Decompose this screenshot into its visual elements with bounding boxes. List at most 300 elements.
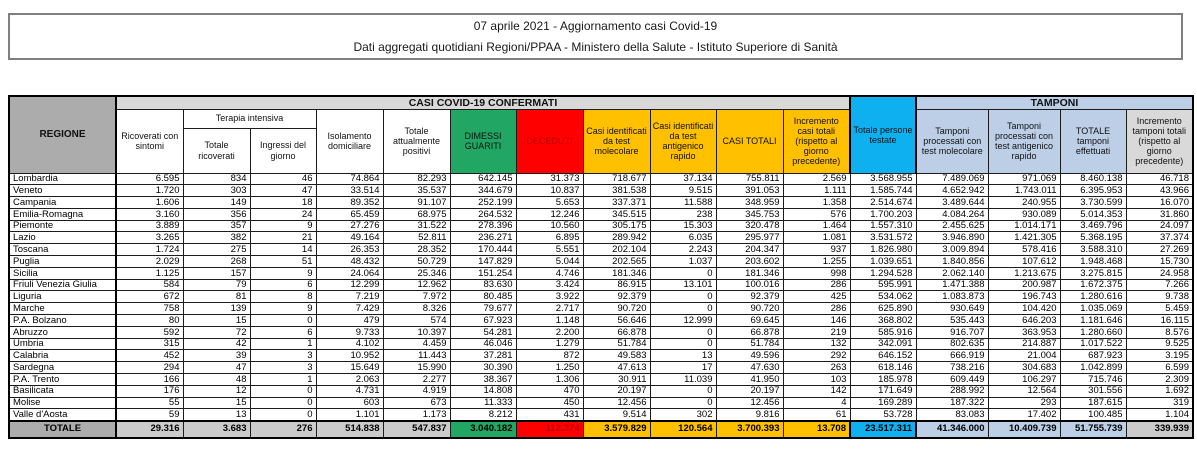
cell-terapia_intensiva_totale: 303 (183, 185, 250, 197)
cell-incremento_casi_totali: 286 (783, 303, 850, 315)
cell-terapia_intensiva_totale: 356 (183, 208, 250, 220)
cell-dimessi_guariti: 37.281 (450, 350, 516, 362)
totale-cell-terapia_intensiva_totale: 3.683 (183, 421, 250, 438)
cell-ricoverati_con_sintomi: 1.125 (116, 267, 183, 279)
cell-incremento_tamponi_totali: 3.195 (1126, 350, 1193, 362)
region-name: Lombardia (9, 173, 116, 185)
cell-tamponi_test_molecolare: 535.443 (916, 315, 988, 327)
region-name: Valle d'Aosta (9, 409, 116, 421)
cell-isolamento_domiciliare: 9.733 (316, 326, 383, 338)
cell-totale_tamponi_effettuati: 1.181.646 (1060, 315, 1126, 327)
cell-casi_test_antigenico: 6.035 (650, 232, 716, 244)
totale-cell-totale_attualmente_positivi: 547.837 (383, 421, 450, 438)
cell-totale_attualmente_positivi: 673 (383, 397, 450, 409)
cell-tamponi_test_antigenico: 293 (988, 397, 1060, 409)
cell-deceduti: 1.250 (516, 362, 583, 374)
cell-terapia_intensiva_totale: 72 (183, 326, 250, 338)
cell-dimessi_guariti: 14.808 (450, 385, 516, 397)
cell-dimessi_guariti: 147.829 (450, 256, 516, 268)
cell-casi_totali: 41.950 (716, 374, 783, 386)
cell-ricoverati_con_sintomi: 452 (116, 350, 183, 362)
cell-terapia_intensiva_ingressi: 3 (250, 350, 316, 362)
cell-casi_totali: 181.346 (716, 267, 783, 279)
cell-tamponi_test_molecolare: 666.919 (916, 350, 988, 362)
cell-isolamento_domiciliare: 4.731 (316, 385, 383, 397)
cell-incremento_casi_totali: 61 (783, 409, 850, 421)
cell-deceduti: 1.279 (516, 338, 583, 350)
cell-terapia_intensiva_totale: 357 (183, 220, 250, 232)
cell-incremento_tamponi_totali: 6.599 (1126, 362, 1193, 374)
region-name: Lazio (9, 232, 116, 244)
cell-casi_test_molecolare: 86.915 (583, 279, 650, 291)
cell-dimessi_guariti: 264.532 (450, 208, 516, 220)
cell-totale_tamponi_effettuati: 8.460.138 (1060, 173, 1126, 185)
cell-tamponi_test_molecolare: 2.455.625 (916, 220, 988, 232)
cell-deceduti: 3.922 (516, 291, 583, 303)
cell-tamponi_test_antigenico: 21.004 (988, 350, 1060, 362)
cell-casi_totali: 20.197 (716, 385, 783, 397)
totale-row (9, 421, 1193, 438)
cell-totale_attualmente_positivi: 2.277 (383, 374, 450, 386)
cell-deceduti: 872 (516, 350, 583, 362)
cell-totale_persone_testate: 3.568.955 (850, 173, 916, 185)
region-name: Friuli Venezia Giulia (9, 279, 116, 291)
cell-tamponi_test_antigenico: 1.213.675 (988, 267, 1060, 279)
cell-terapia_intensiva_totale: 834 (183, 173, 250, 185)
cell-casi_test_molecolare: 92.379 (583, 291, 650, 303)
cell-casi_test_antigenico: 2.243 (650, 244, 716, 256)
totale-label: TOTALE (9, 421, 116, 438)
region-name: Campania (9, 197, 116, 209)
cell-incremento_casi_totali: 103 (783, 374, 850, 386)
cell-totale_attualmente_positivi: 28.352 (383, 244, 450, 256)
cell-casi_test_molecolare: 20.197 (583, 385, 650, 397)
cell-isolamento_domiciliare: 603 (316, 397, 383, 409)
header-ricoverati-con-sintomi: Ricoverati con sintomi (116, 109, 183, 173)
cell-incremento_tamponi_totali: 24.097 (1126, 220, 1193, 232)
cell-tamponi_test_antigenico: 578.416 (988, 244, 1060, 256)
cell-tamponi_test_molecolare: 1.840.856 (916, 256, 988, 268)
cell-isolamento_domiciliare: 479 (316, 315, 383, 327)
cell-totale_attualmente_positivi: 12.962 (383, 279, 450, 291)
cell-isolamento_domiciliare: 27.276 (316, 220, 383, 232)
cell-casi_totali: 92.379 (716, 291, 783, 303)
cell-casi_test_antigenico: 9.515 (650, 185, 716, 197)
cell-isolamento_domiciliare: 4.102 (316, 338, 383, 350)
cell-ricoverati_con_sintomi: 315 (116, 338, 183, 350)
cell-incremento_casi_totali: 1.081 (783, 232, 850, 244)
cell-totale_attualmente_positivi: 35.537 (383, 185, 450, 197)
cell-isolamento_domiciliare: 15.649 (316, 362, 383, 374)
cell-dimessi_guariti: 80.485 (450, 291, 516, 303)
cell-ricoverati_con_sintomi: 584 (116, 279, 183, 291)
cell-totale_persone_testate: 1.294.528 (850, 267, 916, 279)
cell-incremento_casi_totali: 1.358 (783, 197, 850, 209)
cell-dimessi_guariti: 151.254 (450, 267, 516, 279)
cell-tamponi_test_molecolare: 738.216 (916, 362, 988, 374)
cell-casi_test_molecolare: 49.583 (583, 350, 650, 362)
table-row (9, 397, 1193, 409)
cell-totale_tamponi_effettuati: 3.730.599 (1060, 197, 1126, 209)
cell-dimessi_guariti: 278.396 (450, 220, 516, 232)
cell-casi_test_antigenico: 11.039 (650, 374, 716, 386)
header-persone-testate: Totale persone testate (850, 96, 916, 173)
cell-tamponi_test_antigenico: 214.887 (988, 338, 1060, 350)
cell-casi_test_antigenico: 302 (650, 409, 716, 421)
cell-dimessi_guariti: 79.677 (450, 303, 516, 315)
cell-isolamento_domiciliare: 65.459 (316, 208, 383, 220)
cell-totale_tamponi_effettuati: 1.948.468 (1060, 256, 1126, 268)
table-row (9, 173, 1193, 185)
cell-ricoverati_con_sintomi: 176 (116, 385, 183, 397)
region-name: Sicilia (9, 267, 116, 279)
cell-tamponi_test_molecolare: 916.707 (916, 326, 988, 338)
cell-totale_tamponi_effettuati: 5.368.195 (1060, 232, 1126, 244)
cell-totale_tamponi_effettuati: 1.017.522 (1060, 338, 1126, 350)
cell-deceduti: 1.306 (516, 374, 583, 386)
header-incremento-tamponi-totali: Incremento tamponi totali (rispetto al giorno precedente) (1126, 109, 1193, 173)
table-row (9, 315, 1193, 327)
cell-terapia_intensiva_totale: 268 (183, 256, 250, 268)
cell-totale_persone_testate: 618.146 (850, 362, 916, 374)
table-row (9, 197, 1193, 209)
header-dimessi-guariti: DIMESSI GUARITI (450, 109, 516, 173)
cell-terapia_intensiva_ingressi: 47 (250, 185, 316, 197)
cell-terapia_intensiva_ingressi: 1 (250, 338, 316, 350)
cell-incremento_tamponi_totali: 9.525 (1126, 338, 1193, 350)
region-name: Calabria (9, 350, 116, 362)
header-ti-totale-ricoverati: Totale ricoverati (183, 128, 250, 173)
cell-totale_persone_testate: 1.557.310 (850, 220, 916, 232)
cell-terapia_intensiva_totale: 42 (183, 338, 250, 350)
table-row (9, 385, 1193, 397)
cell-incremento_casi_totali: 263 (783, 362, 850, 374)
cell-deceduti: 2.200 (516, 326, 583, 338)
cell-terapia_intensiva_ingressi: 6 (250, 279, 316, 291)
cell-incremento_tamponi_totali: 8.576 (1126, 326, 1193, 338)
cell-casi_totali: 51.784 (716, 338, 783, 350)
totale-cell-tamponi_test_molecolare: 41.346.000 (916, 421, 988, 438)
cell-tamponi_test_molecolare: 83.083 (916, 409, 988, 421)
cell-totale_persone_testate: 1.826.980 (850, 244, 916, 256)
cell-totale_persone_testate: 646.152 (850, 350, 916, 362)
cell-tamponi_test_antigenico: 17.402 (988, 409, 1060, 421)
cell-incremento_casi_totali: 286 (783, 279, 850, 291)
cell-tamponi_test_molecolare: 288.992 (916, 385, 988, 397)
totale-cell-dimessi_guariti: 3.040.182 (450, 421, 516, 438)
cell-isolamento_domiciliare: 2.063 (316, 374, 383, 386)
cell-deceduti: 31.373 (516, 173, 583, 185)
cell-casi_totali: 100.016 (716, 279, 783, 291)
cell-totale_persone_testate: 185.978 (850, 374, 916, 386)
cell-isolamento_domiciliare: 1.101 (316, 409, 383, 421)
cell-casi_test_molecolare: 30.911 (583, 374, 650, 386)
cell-ricoverati_con_sintomi: 3.265 (116, 232, 183, 244)
header-terapia-intensiva: Terapia intensiva (183, 109, 316, 128)
cell-terapia_intensiva_ingressi: 14 (250, 244, 316, 256)
cell-tamponi_test_molecolare: 3.946.890 (916, 232, 988, 244)
cell-casi_test_molecolare: 305.175 (583, 220, 650, 232)
header-casi-test-molecolare: Casi identificati da test molecolare (583, 109, 650, 173)
cell-casi_test_molecolare: 51.784 (583, 338, 650, 350)
cell-casi_totali: 66.878 (716, 326, 783, 338)
cell-terapia_intensiva_ingressi: 9 (250, 220, 316, 232)
cell-totale_tamponi_effettuati: 687.923 (1060, 350, 1126, 362)
cell-isolamento_domiciliare: 48.432 (316, 256, 383, 268)
cell-terapia_intensiva_totale: 275 (183, 244, 250, 256)
cell-casi_test_antigenico: 12.999 (650, 315, 716, 327)
cell-casi_test_molecolare: 47.613 (583, 362, 650, 374)
cell-casi_test_molecolare: 289.942 (583, 232, 650, 244)
cell-deceduti: 5.653 (516, 197, 583, 209)
cell-casi_test_molecolare: 66.878 (583, 326, 650, 338)
cell-casi_test_antigenico: 0 (650, 397, 716, 409)
cell-casi_totali: 47.630 (716, 362, 783, 374)
cell-casi_test_antigenico: 238 (650, 208, 716, 220)
cell-totale_tamponi_effettuati: 715.746 (1060, 374, 1126, 386)
table-row (9, 291, 1193, 303)
table-row (9, 256, 1193, 268)
cell-tamponi_test_molecolare: 609.449 (916, 374, 988, 386)
cell-terapia_intensiva_ingressi: 8 (250, 291, 316, 303)
cell-deceduti: 6.895 (516, 232, 583, 244)
cell-tamponi_test_antigenico: 930.089 (988, 208, 1060, 220)
cell-tamponi_test_molecolare: 4.652.942 (916, 185, 988, 197)
cell-tamponi_test_molecolare: 1.471.388 (916, 279, 988, 291)
cell-casi_test_molecolare: 337.371 (583, 197, 650, 209)
totale-cell-deceduti: 112.374 (516, 421, 583, 438)
region-name: Basilicata (9, 385, 116, 397)
cell-dimessi_guariti: 46.046 (450, 338, 516, 350)
cell-dimessi_guariti: 236.271 (450, 232, 516, 244)
cell-casi_test_antigenico: 1.037 (650, 256, 716, 268)
cell-ricoverati_con_sintomi: 166 (116, 374, 183, 386)
cell-terapia_intensiva_ingressi: 3 (250, 362, 316, 374)
cell-casi_totali: 755.811 (716, 173, 783, 185)
title-box (8, 13, 1183, 60)
cell-ricoverati_con_sintomi: 1.606 (116, 197, 183, 209)
table-row (9, 279, 1193, 291)
cell-casi_test_antigenico: 0 (650, 291, 716, 303)
cell-incremento_tamponi_totali: 15.730 (1126, 256, 1193, 268)
cell-casi_test_molecolare: 345.515 (583, 208, 650, 220)
cell-incremento_casi_totali: 998 (783, 267, 850, 279)
cell-totale_tamponi_effettuati: 6.395.953 (1060, 185, 1126, 197)
cell-tamponi_test_antigenico: 106.297 (988, 374, 1060, 386)
cell-incremento_tamponi_totali: 9.738 (1126, 291, 1193, 303)
cell-dimessi_guariti: 344.679 (450, 185, 516, 197)
cell-deceduti: 4.746 (516, 267, 583, 279)
table-body (9, 173, 1193, 438)
totale-cell-totale_tamponi_effettuati: 51.755.739 (1060, 421, 1126, 438)
cell-tamponi_test_antigenico: 304.683 (988, 362, 1060, 374)
cell-ricoverati_con_sintomi: 80 (116, 315, 183, 327)
cell-casi_totali: 345.753 (716, 208, 783, 220)
cell-totale_tamponi_effettuati: 301.556 (1060, 385, 1126, 397)
header-tamponi-test-antigenico: Tamponi processati con test antigenico rapido (988, 109, 1060, 173)
cell-incremento_casi_totali: 146 (783, 315, 850, 327)
region-name: P.A. Bolzano (9, 315, 116, 327)
cell-totale_persone_testate: 2.514.674 (850, 197, 916, 209)
cell-casi_test_molecolare: 9.514 (583, 409, 650, 421)
cell-tamponi_test_antigenico: 107.612 (988, 256, 1060, 268)
cell-incremento_tamponi_totali: 2.309 (1126, 374, 1193, 386)
cell-isolamento_domiciliare: 10.952 (316, 350, 383, 362)
cell-casi_test_antigenico: 0 (650, 267, 716, 279)
header-deceduti: DECEDUTI (516, 109, 583, 173)
cell-casi_test_molecolare: 718.677 (583, 173, 650, 185)
totale-cell-terapia_intensiva_ingressi: 276 (250, 421, 316, 438)
cell-casi_test_antigenico: 0 (650, 303, 716, 315)
totale-cell-incremento_tamponi_totali: 339.939 (1126, 421, 1193, 438)
cell-totale_attualmente_positivi: 574 (383, 315, 450, 327)
cell-casi_test_antigenico: 13 (650, 350, 716, 362)
cell-casi_test_antigenico: 17 (650, 362, 716, 374)
cell-incremento_tamponi_totali: 27.269 (1126, 244, 1193, 256)
cell-totale_persone_testate: 585.916 (850, 326, 916, 338)
cell-totale_persone_testate: 3.531.572 (850, 232, 916, 244)
header-casi-test-antigenico: Casi identificati da test antigenico rapido (650, 109, 716, 173)
region-name: Toscana (9, 244, 116, 256)
table-row (9, 220, 1193, 232)
table-row (9, 303, 1193, 315)
cell-terapia_intensiva_totale: 48 (183, 374, 250, 386)
cell-casi_totali: 348.959 (716, 197, 783, 209)
cell-ricoverati_con_sintomi: 758 (116, 303, 183, 315)
table-row (9, 338, 1193, 350)
cell-totale_attualmente_positivi: 8.326 (383, 303, 450, 315)
cell-totale_tamponi_effettuati: 5.014.353 (1060, 208, 1126, 220)
cell-totale_attualmente_positivi: 4.459 (383, 338, 450, 350)
cell-deceduti: 3.424 (516, 279, 583, 291)
table-row (9, 244, 1193, 256)
cell-casi_totali: 9.816 (716, 409, 783, 421)
cell-casi_totali: 90.720 (716, 303, 783, 315)
header-totale-tamponi-effettuati: TOTALE tamponi effettuati (1060, 109, 1126, 173)
cell-casi_test_antigenico: 0 (650, 338, 716, 350)
cell-incremento_tamponi_totali: 319 (1126, 397, 1193, 409)
header-group-tamponi: TAMPONI (916, 96, 1193, 109)
region-name: Marche (9, 303, 116, 315)
cell-totale_attualmente_positivi: 25.346 (383, 267, 450, 279)
cell-tamponi_test_antigenico: 196.743 (988, 291, 1060, 303)
cell-terapia_intensiva_ingressi: 9 (250, 267, 316, 279)
region-name: Molise (9, 397, 116, 409)
table-row (9, 374, 1193, 386)
cell-ricoverati_con_sintomi: 1.720 (116, 185, 183, 197)
cell-deceduti: 431 (516, 409, 583, 421)
table-row (9, 232, 1193, 244)
cell-terapia_intensiva_ingressi: 0 (250, 409, 316, 421)
cell-isolamento_domiciliare: 7.429 (316, 303, 383, 315)
cell-totale_attualmente_positivi: 52.811 (383, 232, 450, 244)
header-totale-attualmente-positivi: Totale attualmente positivi (383, 109, 450, 173)
table-row (9, 326, 1193, 338)
cell-totale_tamponi_effettuati: 1.042.899 (1060, 362, 1126, 374)
table-row (9, 362, 1193, 374)
cell-tamponi_test_antigenico: 646.203 (988, 315, 1060, 327)
cell-terapia_intensiva_ingressi: 0 (250, 397, 316, 409)
cell-totale_persone_testate: 171.649 (850, 385, 916, 397)
cell-ricoverati_con_sintomi: 1.724 (116, 244, 183, 256)
cell-casi_test_molecolare: 90.720 (583, 303, 650, 315)
cell-tamponi_test_molecolare: 7.489.069 (916, 173, 988, 185)
cell-terapia_intensiva_ingressi: 0 (250, 315, 316, 327)
table-row (9, 409, 1193, 421)
cell-tamponi_test_antigenico: 200.987 (988, 279, 1060, 291)
cell-totale_attualmente_positivi: 11.443 (383, 350, 450, 362)
cell-dimessi_guariti: 170.444 (450, 244, 516, 256)
cell-terapia_intensiva_ingressi: 18 (250, 197, 316, 209)
cell-tamponi_test_antigenico: 104.420 (988, 303, 1060, 315)
header-casi-totali: CASI TOTALI (716, 109, 783, 173)
cell-ricoverati_con_sintomi: 6.595 (116, 173, 183, 185)
header-tamponi-test-molecolare: Tamponi processati con test molecolare (916, 109, 988, 173)
cell-ricoverati_con_sintomi: 592 (116, 326, 183, 338)
cell-totale_persone_testate: 368.802 (850, 315, 916, 327)
region-name: Liguria (9, 291, 116, 303)
cell-ricoverati_con_sintomi: 294 (116, 362, 183, 374)
cell-terapia_intensiva_totale: 81 (183, 291, 250, 303)
header-ti-ingressi-del-giorno: Ingressi del giorno (250, 128, 316, 173)
cell-isolamento_domiciliare: 7.219 (316, 291, 383, 303)
cell-isolamento_domiciliare: 49.164 (316, 232, 383, 244)
cell-incremento_casi_totali: 576 (783, 208, 850, 220)
cell-totale_persone_testate: 53.728 (850, 409, 916, 421)
cell-isolamento_domiciliare: 89.352 (316, 197, 383, 209)
cell-casi_test_molecolare: 202.565 (583, 256, 650, 268)
cell-tamponi_test_antigenico: 1.421.305 (988, 232, 1060, 244)
cell-terapia_intensiva_totale: 139 (183, 303, 250, 315)
cell-isolamento_domiciliare: 74.864 (316, 173, 383, 185)
cell-incremento_casi_totali: 292 (783, 350, 850, 362)
cell-deceduti: 470 (516, 385, 583, 397)
cell-terapia_intensiva_totale: 15 (183, 397, 250, 409)
cell-casi_totali: 12.456 (716, 397, 783, 409)
cell-totale_persone_testate: 1.700.203 (850, 208, 916, 220)
cell-totale_persone_testate: 595.991 (850, 279, 916, 291)
cell-casi_test_antigenico: 15.303 (650, 220, 716, 232)
cell-totale_persone_testate: 1.585.744 (850, 185, 916, 197)
cell-ricoverati_con_sintomi: 55 (116, 397, 183, 409)
cell-tamponi_test_molecolare: 4.084.264 (916, 208, 988, 220)
cell-terapia_intensiva_totale: 39 (183, 350, 250, 362)
cell-casi_test_antigenico: 37.134 (650, 173, 716, 185)
region-name: P.A. Trento (9, 374, 116, 386)
cell-totale_tamponi_effettuati: 3.275.815 (1060, 267, 1126, 279)
totale-cell-totale_persone_testate: 23.517.311 (850, 421, 916, 438)
cell-incremento_tamponi_totali: 5.459 (1126, 303, 1193, 315)
totale-cell-tamponi_test_antigenico: 10.409.739 (988, 421, 1060, 438)
cell-casi_totali: 203.602 (716, 256, 783, 268)
cell-terapia_intensiva_totale: 157 (183, 267, 250, 279)
cell-totale_attualmente_positivi: 4.919 (383, 385, 450, 397)
cell-incremento_casi_totali: 1.111 (783, 185, 850, 197)
cell-tamponi_test_molecolare: 1.083.873 (916, 291, 988, 303)
cell-incremento_tamponi_totali: 43.966 (1126, 185, 1193, 197)
region-name: Puglia (9, 256, 116, 268)
cell-incremento_tamponi_totali: 7.266 (1126, 279, 1193, 291)
cell-tamponi_test_antigenico: 363.953 (988, 326, 1060, 338)
cell-deceduti: 10.560 (516, 220, 583, 232)
table-row (9, 350, 1193, 362)
cell-casi_totali: 320.478 (716, 220, 783, 232)
cell-incremento_casi_totali: 1.464 (783, 220, 850, 232)
covid-data-table (8, 95, 1194, 439)
cell-tamponi_test_molecolare: 3.489.644 (916, 197, 988, 209)
cell-tamponi_test_molecolare: 187.322 (916, 397, 988, 409)
table-row (9, 267, 1193, 279)
